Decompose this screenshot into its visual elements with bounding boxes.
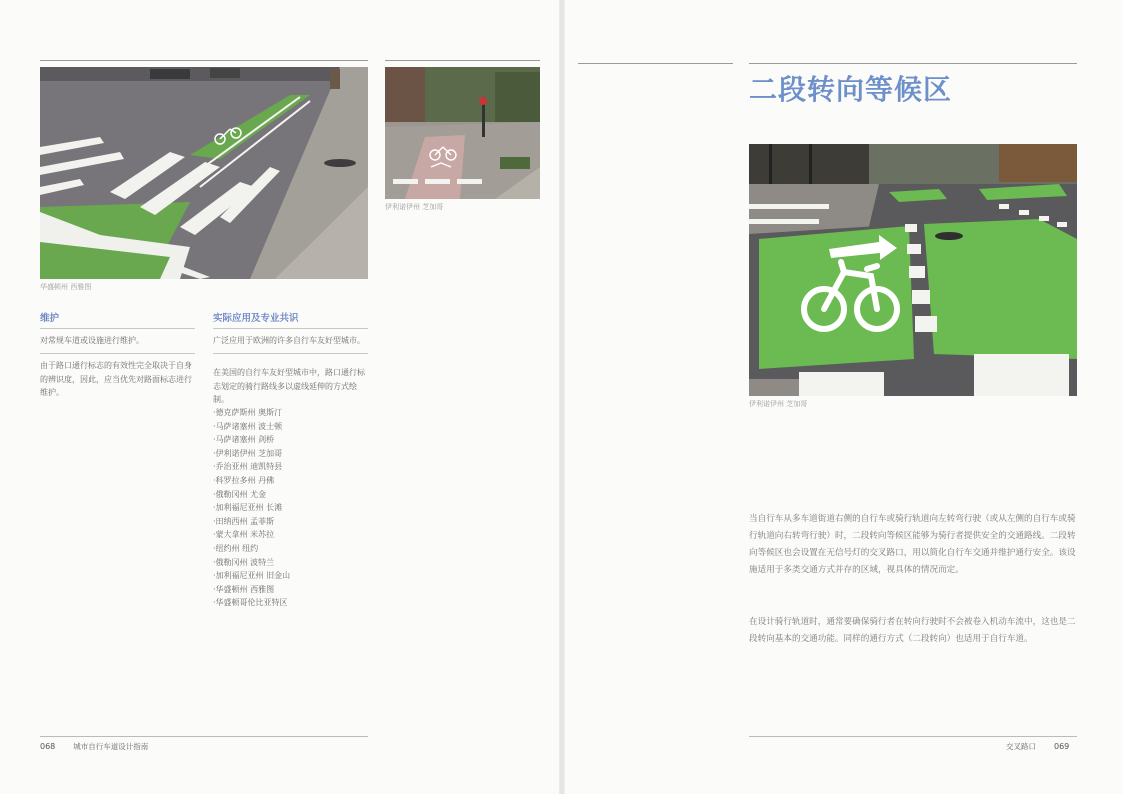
- top-rule-left: [40, 60, 368, 61]
- footer-right: [1006, 741, 1069, 752]
- city-list-item: ·马萨诸塞州 剑桥: [213, 435, 275, 445]
- practice-intro: [213, 334, 371, 348]
- city-list-item: ·德克萨斯州 奥斯汀: [213, 408, 283, 417]
- maintenance-rule-2: [40, 353, 195, 354]
- city-list: [213, 406, 290, 610]
- city-list-item: ·科罗拉多州 丹佛: [213, 475, 275, 485]
- photo-chicago-small: [385, 67, 540, 199]
- practice-heading: 实际应用及专业共识: [213, 313, 299, 324]
- city-list-item: ·加利福尼亚州 长滩: [213, 503, 283, 513]
- photo-two-stage-turn-box: [749, 144, 1077, 396]
- practice-intro-text: 广泛应用于欧洲的许多自行车友好型城市。: [213, 336, 365, 345]
- maintenance-body: [40, 359, 198, 400]
- right-page: [562, 0, 1123, 794]
- practice-body: [213, 366, 371, 407]
- maintenance-intro: [40, 334, 198, 348]
- practice-rule-2: [213, 353, 368, 354]
- maintenance-intro-text: 对常规车道或设施进行维护。: [40, 336, 144, 345]
- book-spine: [559, 0, 565, 794]
- page-title: 二段转向等候区: [749, 73, 953, 106]
- photo-seattle-intersection: [40, 67, 368, 279]
- body-paragraph-1-text: 当自行车从多车道街道右侧的自行车或骑行轨道向左转弯行驶（或从左侧的自行车或骑行轨道向右转弯行驶）时，二段转向等候区能够为骑行者提供安全的交通路线。二段转向等候区也会设置在无信号灯的交叉路口，用以简化自行车交通并维护通行安全。该设施适用于多类交通方式并存的区域，视具体的情况而定。: [749, 514, 1076, 575]
- city-list-item: ·田纳西州 孟菲斯: [213, 516, 275, 526]
- maintenance-body-text: 由于路口通行标志的有效性完全取决于自身的辨识度，因此，应当优先对路面标志进行维护。: [40, 361, 192, 397]
- city-list-item: ·华盛顿哥伦比亚特区: [213, 598, 288, 608]
- city-list-item: ·俄勒冈州 尤金: [213, 489, 267, 499]
- page-number-left: 068: [40, 742, 56, 751]
- book-title: 城市自行车道设计指南: [73, 742, 149, 751]
- photo-main-caption: 华盛顿州 西雅图: [40, 283, 92, 291]
- city-list-item: ·马萨诸塞州 波士顿: [213, 421, 283, 431]
- city-list-item: ·俄勒冈州 波特兰: [213, 557, 275, 567]
- city-list-item: ·纽约州 纽约: [213, 543, 259, 553]
- footer-rule-right: [749, 736, 1077, 737]
- footer-rule-left: [40, 736, 368, 737]
- maintenance-heading: 维护: [40, 313, 60, 324]
- city-list-item: ·蒙大拿州 米苏拉: [213, 530, 275, 540]
- practice-body-text: 在美国的自行车友好型城市中，路口通行标志划定的骑行路线多以虚线延伸的方式绘制。: [213, 368, 365, 404]
- maintenance-rule-1: [40, 328, 195, 329]
- section-name: 交叉路口: [1006, 742, 1036, 751]
- city-list-item: ·加利福尼亚州 旧金山: [213, 571, 291, 581]
- top-rule-small-photo: [385, 60, 540, 61]
- footer-left: [40, 741, 148, 752]
- photo-right-caption: 伊利诺伊州 芝加哥: [749, 400, 808, 408]
- city-list-item: ·华盛顿州 西雅图: [213, 584, 275, 594]
- top-rule-right-short: [578, 63, 733, 64]
- body-paragraph-1: [749, 511, 1079, 579]
- city-list-item: ·伊利诺伊州 芝加哥: [213, 448, 283, 458]
- top-rule-right: [749, 63, 1077, 64]
- page-number-right: 069: [1054, 742, 1070, 751]
- body-paragraph-2-text: 在设计骑行轨道时，通常要确保骑行者在转向行驶时不会被卷入机动车流中，这也是二段转向基本的交通功能。同样的通行方式（二段转向）也适用于自行车道。: [749, 617, 1076, 644]
- photo-small-caption: 伊利诺伊州 芝加哥: [385, 203, 444, 211]
- city-list-item: ·乔治亚州 迪凯特县: [213, 462, 283, 472]
- practice-rule-1: [213, 328, 368, 329]
- body-paragraph-2: [749, 614, 1079, 648]
